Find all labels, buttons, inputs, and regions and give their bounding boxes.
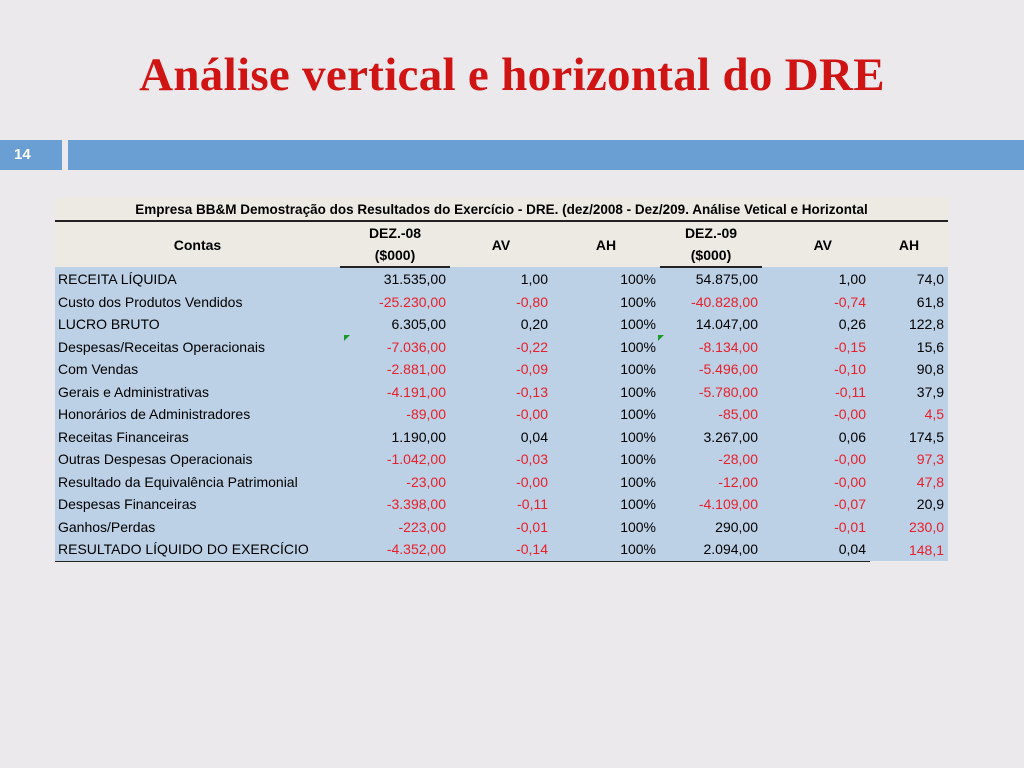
- row-label: Com Vendas: [55, 358, 340, 381]
- table-row: [55, 358, 948, 381]
- av-2009: -0,00: [762, 471, 870, 494]
- value-2008: -1.042,00: [340, 448, 450, 471]
- av-2009: -0,11: [762, 381, 870, 404]
- dre-table-container: [55, 198, 948, 562]
- ah-2008: 100%: [552, 358, 660, 381]
- row-label: Receitas Financeiras: [55, 426, 340, 449]
- row-label: Custo dos Produtos Vendidos: [55, 291, 340, 314]
- av-2008: -0,01: [450, 516, 552, 539]
- ah-2009: 74,0: [870, 267, 948, 291]
- av-2008: -0,03: [450, 448, 552, 471]
- row-label: Outras Despesas Operacionais: [55, 448, 340, 471]
- value-2009: 2.094,00: [660, 538, 762, 561]
- row-label: Despesas/Receitas Operacionais: [55, 336, 340, 359]
- row-label: Ganhos/Perdas: [55, 516, 340, 539]
- ah-2008: 100%: [552, 381, 660, 404]
- row-label: Resultado da Equivalência Patrimonial: [55, 471, 340, 494]
- av-2009: -0,10: [762, 358, 870, 381]
- av-2008: -0,09: [450, 358, 552, 381]
- ah-2009: 20,9: [870, 493, 948, 516]
- row-label: RESULTADO LÍQUIDO DO EXERCÍCIO: [55, 538, 340, 561]
- value-2008: -4.352,00: [340, 538, 450, 561]
- header-dez08-unit: ($000): [340, 244, 450, 267]
- value-2009: -4.109,00: [660, 493, 762, 516]
- ah-2009: 90,8: [870, 358, 948, 381]
- av-2009: -0,07: [762, 493, 870, 516]
- ah-2009: 174,5: [870, 426, 948, 449]
- av-2008: -0,00: [450, 471, 552, 494]
- av-2009: -0,74: [762, 291, 870, 314]
- value-2008: -25.230,00: [340, 291, 450, 314]
- value-2008: -89,00: [340, 403, 450, 426]
- header-dez09-unit: ($000): [660, 244, 762, 267]
- header-contas: Contas: [55, 221, 340, 267]
- table-row: [55, 516, 948, 539]
- ah-2009: 61,8: [870, 291, 948, 314]
- header-av-2009: AV: [762, 221, 870, 267]
- table-row: [55, 313, 948, 336]
- table-row: [55, 381, 948, 404]
- ah-2009: 97,3: [870, 448, 948, 471]
- accent-band: [68, 140, 1024, 170]
- table-row: [55, 448, 948, 471]
- value-2008: -223,00: [340, 516, 450, 539]
- value-2009: -5.780,00: [660, 381, 762, 404]
- ah-2008: 100%: [552, 471, 660, 494]
- value-2008: 6.305,00: [340, 313, 450, 336]
- value-2008: -4.191,00: [340, 381, 450, 404]
- table-caption: Empresa BB&M Demostração dos Resultados do Exercício - DRE. (dez/2008 - Dez/209. Análise Vetical e Horizontal: [55, 198, 948, 221]
- av-2009: -0,01: [762, 516, 870, 539]
- ah-2009: 230,0: [870, 516, 948, 539]
- av-2008: -0,14: [450, 538, 552, 561]
- value-2009: -40.828,00: [660, 291, 762, 314]
- dre-table: [55, 198, 948, 562]
- ah-2008: 100%: [552, 336, 660, 359]
- av-2009: 0,04: [762, 538, 870, 561]
- ah-2008: 100%: [552, 291, 660, 314]
- av-2009: -0,00: [762, 448, 870, 471]
- value-2009: 290,00: [660, 516, 762, 539]
- av-2009: -0,15: [762, 336, 870, 359]
- ah-2009: 122,8: [870, 313, 948, 336]
- header-ah-2008: AH: [552, 221, 660, 267]
- value-2008: 1.190,00: [340, 426, 450, 449]
- ah-2008: 100%: [552, 516, 660, 539]
- value-2008: -7.036,00: [340, 336, 450, 359]
- av-2008: -0,80: [450, 291, 552, 314]
- av-2009: -0,00: [762, 403, 870, 426]
- row-label: LUCRO BRUTO: [55, 313, 340, 336]
- header-dez08: DEZ.-08: [340, 221, 450, 244]
- cell-comment-marker: [344, 335, 350, 341]
- av-2009: 0,26: [762, 313, 870, 336]
- av-2008: 0,04: [450, 426, 552, 449]
- av-2008: 1,00: [450, 267, 552, 291]
- value-2008: 31.535,00: [340, 267, 450, 291]
- table-row: [55, 267, 948, 291]
- value-2009: -85,00: [660, 403, 762, 426]
- av-2008: 0,20: [450, 313, 552, 336]
- ah-2009: 15,6: [870, 336, 948, 359]
- ah-2008: 100%: [552, 313, 660, 336]
- slide-header-bar: [0, 140, 1024, 170]
- ah-2008: 100%: [552, 267, 660, 291]
- header-dez09: DEZ.-09: [660, 221, 762, 244]
- ah-2009: 47,8: [870, 471, 948, 494]
- value-2008: -3.398,00: [340, 493, 450, 516]
- row-label: RECEITA LÍQUIDA: [55, 267, 340, 291]
- table-row: [55, 403, 948, 426]
- value-2009: 3.267,00: [660, 426, 762, 449]
- ah-2008: 100%: [552, 426, 660, 449]
- value-2009: -12,00: [660, 471, 762, 494]
- value-2008: -23,00: [340, 471, 450, 494]
- row-label: Despesas Financeiras: [55, 493, 340, 516]
- ah-2009: 4,5: [870, 403, 948, 426]
- row-label: Honorários de Administradores: [55, 403, 340, 426]
- av-2008: -0,00: [450, 403, 552, 426]
- av-2008: -0,22: [450, 336, 552, 359]
- header-av-2008: AV: [450, 221, 552, 267]
- value-2008: -2.881,00: [340, 358, 450, 381]
- value-2009: -5.496,00: [660, 358, 762, 381]
- value-2009: -8.134,00: [660, 336, 762, 359]
- table-row: [55, 426, 948, 449]
- header-ah-2009: AH: [870, 221, 948, 267]
- av-2008: -0,13: [450, 381, 552, 404]
- ah-2008: 100%: [552, 538, 660, 561]
- av-2009: 1,00: [762, 267, 870, 291]
- table-row: [55, 336, 948, 359]
- table-row: [55, 493, 948, 516]
- row-label: Gerais e Administrativas: [55, 381, 340, 404]
- slide-title: Análise vertical e horizontal do DRE: [139, 49, 885, 101]
- slide-number: 14: [0, 140, 62, 170]
- value-2009: 54.875,00: [660, 267, 762, 291]
- table-row: [55, 538, 948, 561]
- ah-2008: 100%: [552, 448, 660, 471]
- value-2009: 14.047,00: [660, 313, 762, 336]
- cell-comment-marker: [658, 335, 664, 341]
- table-row: [55, 471, 948, 494]
- av-2009: 0,06: [762, 426, 870, 449]
- ah-2008: 100%: [552, 403, 660, 426]
- av-2008: -0,11: [450, 493, 552, 516]
- ah-2009: 37,9: [870, 381, 948, 404]
- table-row: [55, 291, 948, 314]
- table-body: [55, 267, 948, 561]
- value-2009: -28,00: [660, 448, 762, 471]
- ah-2008: 100%: [552, 493, 660, 516]
- ah-2009: 148,1: [870, 538, 948, 561]
